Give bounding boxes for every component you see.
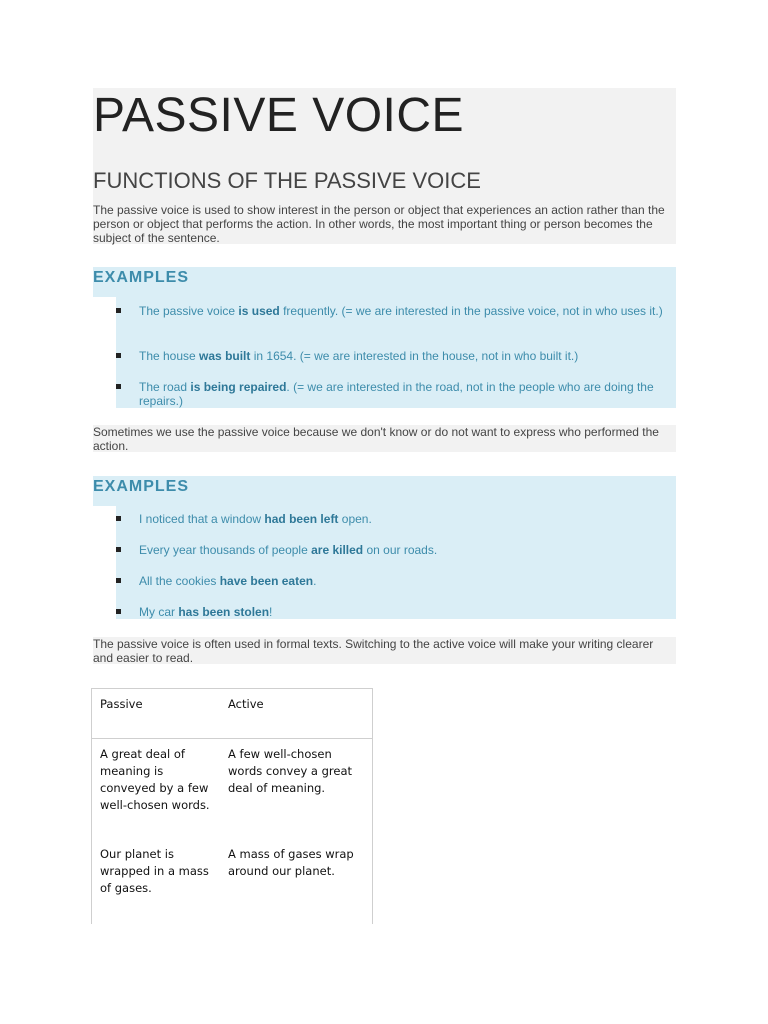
table-header-passive: Passive [100, 697, 143, 711]
table-cell-passive-2: Our planet is wrapped in a mass of gases. [100, 847, 209, 895]
example-text: frequently. (= we are interested in the passive voice, not in who uses it.) [279, 304, 663, 318]
example-item [116, 349, 674, 363]
example-text: . [313, 574, 317, 588]
example-item [116, 380, 674, 408]
example-item [116, 304, 674, 318]
bullet-icon [116, 353, 121, 358]
note1-block [93, 425, 676, 452]
table-header-divider [91, 738, 373, 739]
example-verb: had been left [264, 512, 339, 526]
table-cell-active-1: A few well-chosen words convey a great deal of meaning. [228, 747, 353, 795]
note2-text: The passive voice is often used in formal texts. Switching to the active voice will make your writing clearer and easier to read. [93, 637, 654, 665]
example-verb: is used [238, 304, 280, 318]
bullet-icon [116, 308, 121, 313]
bullet-icon [116, 516, 121, 521]
table-header-active: Active [228, 697, 264, 711]
example-item [116, 512, 674, 526]
page-title: PASSIVE VOICE [93, 89, 465, 142]
example-verb: has been stolen [178, 605, 270, 619]
example-verb: are killed [311, 543, 364, 557]
example-text: The passive voice [139, 304, 239, 318]
example-text: Every year thousands of people [139, 543, 312, 557]
examples2-heading: EXAMPLES [93, 478, 190, 495]
example-text: The house [139, 349, 200, 363]
example-text: I noticed that a window [139, 512, 265, 526]
example-text: open. [338, 512, 372, 526]
example-text: in 1654. (= we are interested in the house, not in who built it.) [250, 349, 579, 363]
example-text: The road [139, 380, 191, 394]
example-verb: have been eaten [219, 574, 314, 588]
example-item [116, 605, 674, 619]
bullet-icon [116, 578, 121, 583]
examples1-heading: EXAMPLES [93, 269, 190, 286]
example-text: All the cookies [139, 574, 220, 588]
table-cell-active-2: A mass of gases wrap around our planet. [228, 847, 354, 878]
example-text: My car [139, 605, 179, 619]
bullet-icon [116, 384, 121, 389]
example-text: ! [269, 605, 273, 619]
note1-text: Sometimes we use the passive voice because we don't know or do not want to express who performed the action. [93, 425, 659, 453]
bullet-icon [116, 547, 121, 552]
example-text: on our roads. [363, 543, 438, 557]
example-item [116, 574, 674, 588]
note2-block [93, 637, 676, 664]
table-cell-passive-1: A great deal of meaning is conveyed by a few well-chosen words. [100, 747, 210, 812]
section-title: FUNCTIONS OF THE PASSIVE VOICE [93, 168, 481, 193]
bullet-icon [116, 609, 121, 614]
example-item [116, 543, 674, 557]
example-verb: was built [199, 349, 251, 363]
example-verb: is being repaired [190, 380, 287, 394]
example-text: . (= we are interested in the road, not in the people who are doing the repairs.) [139, 380, 654, 408]
intro-paragraph: The passive voice is used to show interest in the person or object that experiences an action rather than the person or object that performs the action. In other words, the most important thing or person becomes the subject of the sentence. [93, 203, 665, 245]
